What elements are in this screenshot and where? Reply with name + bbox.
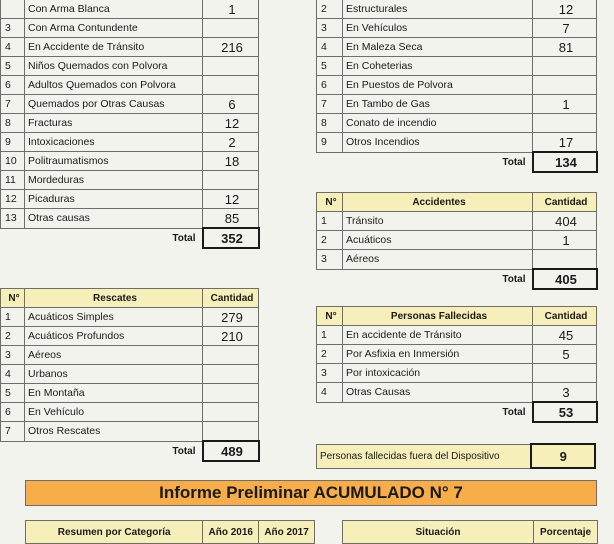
row-label: En Vehículos bbox=[343, 19, 533, 38]
row-number: 3 bbox=[317, 364, 343, 383]
table-row bbox=[1, 308, 259, 327]
row-value: 1 bbox=[203, 0, 259, 19]
row-number: 7 bbox=[1, 422, 25, 442]
row-number: 7 bbox=[317, 95, 343, 114]
total-value: 352 bbox=[203, 228, 259, 248]
row-number: 2 bbox=[1, 327, 25, 346]
row-label: En Montaña bbox=[25, 384, 203, 403]
row-label: En Puestos de Polvora bbox=[343, 76, 533, 95]
table-row bbox=[317, 133, 597, 153]
row-number: 4 bbox=[317, 383, 343, 403]
table-row bbox=[1, 384, 259, 403]
row-label: Otros Rescates bbox=[25, 422, 203, 442]
row-number: 9 bbox=[1, 133, 25, 152]
situacion-header bbox=[342, 520, 598, 544]
row-label: Mordeduras bbox=[25, 171, 203, 190]
row-label: Conato de incendio bbox=[343, 114, 533, 133]
accidentes-header-n: N° bbox=[317, 193, 343, 212]
rescates-header-n: N° bbox=[1, 289, 25, 308]
row-label: Urbanos bbox=[25, 365, 203, 384]
row-label: Aéreos bbox=[343, 250, 533, 270]
table-row bbox=[1, 190, 259, 209]
row-number: 12 bbox=[1, 190, 25, 209]
row-number: 11 bbox=[1, 171, 25, 190]
row-number: 5 bbox=[317, 57, 343, 76]
total-label: Total bbox=[502, 273, 526, 285]
table-row bbox=[1, 422, 259, 442]
row-number: 4 bbox=[1, 38, 25, 57]
row-value bbox=[203, 76, 259, 95]
table-row bbox=[1, 152, 259, 171]
row-number: 2 bbox=[317, 345, 343, 364]
table-row bbox=[317, 0, 597, 19]
row-value: 12 bbox=[533, 0, 597, 19]
row-label: Niños Quemados con Polvora bbox=[25, 57, 203, 76]
row-value bbox=[203, 171, 259, 190]
total-label: Total bbox=[502, 406, 526, 418]
row-label: Estructurales bbox=[343, 0, 533, 19]
rescates-total-row bbox=[1, 441, 259, 461]
row-value: 5 bbox=[533, 345, 597, 364]
row-value: 279 bbox=[203, 308, 259, 327]
row-value bbox=[203, 384, 259, 403]
table-row bbox=[317, 38, 597, 57]
row-label: En Coheterias bbox=[343, 57, 533, 76]
row-number: 3 bbox=[1, 346, 25, 365]
situacion-header-pct: Porcentaje bbox=[534, 521, 598, 544]
row-value bbox=[203, 365, 259, 384]
rescates-table bbox=[0, 288, 260, 462]
row-value: 12 bbox=[203, 114, 259, 133]
incendios-table bbox=[316, 0, 598, 173]
table-row bbox=[1, 133, 259, 152]
row-number: 4 bbox=[1, 365, 25, 384]
total-value: 134 bbox=[533, 152, 597, 172]
row-label: Con Arma Blanca bbox=[25, 0, 203, 19]
row-number: 5 bbox=[1, 57, 25, 76]
table-row bbox=[1, 171, 259, 190]
accidentes-header-val: Cantidad bbox=[533, 193, 597, 212]
row-label: En accidente de Tránsito bbox=[343, 326, 533, 345]
rescates-header-row bbox=[1, 289, 259, 308]
resumen-header bbox=[25, 520, 315, 544]
row-value: 85 bbox=[203, 209, 259, 229]
accidentes-total-row bbox=[317, 269, 597, 289]
row-number: 3 bbox=[317, 19, 343, 38]
situacion-header-label: Situación bbox=[343, 521, 534, 544]
row-label: Tránsito bbox=[343, 212, 533, 231]
row-value: 1 bbox=[533, 231, 597, 250]
row-value: 2 bbox=[203, 133, 259, 152]
row-value bbox=[533, 57, 597, 76]
row-value: 210 bbox=[203, 327, 259, 346]
row-label: Con Arma Contundente bbox=[25, 19, 203, 38]
emergencias-table bbox=[0, 0, 260, 249]
table-row bbox=[317, 326, 597, 345]
table-row bbox=[317, 95, 597, 114]
row-value bbox=[203, 57, 259, 76]
row-value: 3 bbox=[533, 383, 597, 403]
row-value bbox=[533, 250, 597, 270]
table-row bbox=[317, 212, 597, 231]
row-label: En Vehículo bbox=[25, 403, 203, 422]
table-row bbox=[317, 231, 597, 250]
table-row bbox=[1, 365, 259, 384]
row-label: Otras causas bbox=[25, 209, 203, 229]
fallecidas-total-row bbox=[317, 402, 597, 422]
row-number: 3 bbox=[317, 250, 343, 270]
table-row bbox=[317, 19, 597, 38]
table-row bbox=[317, 345, 597, 364]
table-row bbox=[1, 76, 259, 95]
table-row bbox=[1, 38, 259, 57]
row-value: 6 bbox=[203, 95, 259, 114]
row-label: Picaduras bbox=[25, 190, 203, 209]
accidentes-header-label: Accidentes bbox=[343, 193, 533, 212]
table-row bbox=[1, 57, 259, 76]
row-label: Acuáticos Simples bbox=[25, 308, 203, 327]
rescates-header-label: Rescates bbox=[25, 289, 203, 308]
row-number: 6 bbox=[317, 76, 343, 95]
row-number: 2 bbox=[317, 0, 343, 19]
row-label: En Maleza Seca bbox=[343, 38, 533, 57]
row-label: Por intoxicación bbox=[343, 364, 533, 383]
total-label: Total bbox=[502, 156, 526, 168]
fuera-label: Personas fallecidas fuera del Dispositivo bbox=[317, 444, 532, 468]
table-row bbox=[1, 403, 259, 422]
row-value: 18 bbox=[203, 152, 259, 171]
table-row bbox=[1, 346, 259, 365]
row-value bbox=[533, 76, 597, 95]
row-value bbox=[203, 422, 259, 442]
row-value: 216 bbox=[203, 38, 259, 57]
rescates-header-val: Cantidad bbox=[203, 289, 259, 308]
table-row bbox=[317, 364, 597, 383]
table-row bbox=[317, 250, 597, 270]
fallecidas-header-val: Cantidad bbox=[533, 307, 597, 326]
table-row bbox=[1, 327, 259, 346]
row-value: 81 bbox=[533, 38, 597, 57]
row-value bbox=[203, 403, 259, 422]
fuera-dispositivo-row bbox=[316, 443, 596, 469]
table-row bbox=[1, 209, 259, 229]
total-value: 53 bbox=[533, 402, 597, 422]
row-number: 6 bbox=[1, 76, 25, 95]
row-number: 1 bbox=[317, 326, 343, 345]
row-value: 1 bbox=[533, 95, 597, 114]
row-label: Acuáticos Profundos bbox=[25, 327, 203, 346]
fallecidas-header-n: N° bbox=[317, 307, 343, 326]
row-label: Adultos Quemados con Polvora bbox=[25, 76, 203, 95]
row-number: 4 bbox=[317, 38, 343, 57]
row-value bbox=[203, 19, 259, 38]
row-value: 404 bbox=[533, 212, 597, 231]
row-number: 1 bbox=[1, 308, 25, 327]
table-row bbox=[1, 95, 259, 114]
row-value: 17 bbox=[533, 133, 597, 153]
resumen-header-2016: Año 2016 bbox=[203, 521, 259, 544]
row-value bbox=[203, 346, 259, 365]
row-label: Aéreos bbox=[25, 346, 203, 365]
row-number: 7 bbox=[1, 95, 25, 114]
row-number: 8 bbox=[1, 114, 25, 133]
row-value: 7 bbox=[533, 19, 597, 38]
fallecidas-header-label: Personas Fallecidas bbox=[343, 307, 533, 326]
fuera-value: 9 bbox=[531, 444, 595, 468]
table-row bbox=[317, 114, 597, 133]
row-number: 10 bbox=[1, 152, 25, 171]
table-row bbox=[317, 57, 597, 76]
row-value bbox=[533, 114, 597, 133]
emergencias-total-row bbox=[1, 228, 259, 248]
row-label: Acuáticos bbox=[343, 231, 533, 250]
row-label: Otros Incendios bbox=[343, 133, 533, 153]
row-number: 8 bbox=[317, 114, 343, 133]
row-label: Quemados por Otras Causas bbox=[25, 95, 203, 114]
row-number: 5 bbox=[1, 384, 25, 403]
accidentes-table bbox=[316, 192, 598, 290]
row-label: Por Asfixia en Inmersión bbox=[343, 345, 533, 364]
table-row bbox=[1, 114, 259, 133]
row-number: 6 bbox=[1, 403, 25, 422]
row-label: Intoxicaciones bbox=[25, 133, 203, 152]
informe-preliminar-banner: Informe Preliminar ACUMULADO N° 7 bbox=[25, 480, 597, 506]
row-label: Otras Causas bbox=[343, 383, 533, 403]
table-row bbox=[317, 76, 597, 95]
total-label: Total bbox=[172, 232, 196, 244]
row-number bbox=[1, 0, 25, 19]
table-row bbox=[1, 0, 259, 19]
row-label: En Accidente de Tránsito bbox=[25, 38, 203, 57]
resumen-header-label: Resumen por Categoría bbox=[26, 521, 203, 544]
row-number: 2 bbox=[317, 231, 343, 250]
fallecidas-header-row bbox=[317, 307, 597, 326]
row-label: Politraumatismos bbox=[25, 152, 203, 171]
total-label: Total bbox=[172, 445, 196, 457]
row-number: 9 bbox=[317, 133, 343, 153]
table-row bbox=[1, 19, 259, 38]
incendios-total-row bbox=[317, 152, 597, 172]
resumen-header-2017: Año 2017 bbox=[259, 521, 315, 544]
table-row bbox=[317, 383, 597, 403]
row-value bbox=[533, 364, 597, 383]
row-number: 13 bbox=[1, 209, 25, 229]
row-value: 12 bbox=[203, 190, 259, 209]
total-value: 405 bbox=[533, 269, 597, 289]
total-value: 489 bbox=[203, 441, 259, 461]
fallecidas-table bbox=[316, 306, 598, 423]
row-label: En Tambo de Gas bbox=[343, 95, 533, 114]
row-number: 3 bbox=[1, 19, 25, 38]
row-number: 1 bbox=[317, 212, 343, 231]
accidentes-header-row bbox=[317, 193, 597, 212]
row-value: 45 bbox=[533, 326, 597, 345]
row-label: Fracturas bbox=[25, 114, 203, 133]
